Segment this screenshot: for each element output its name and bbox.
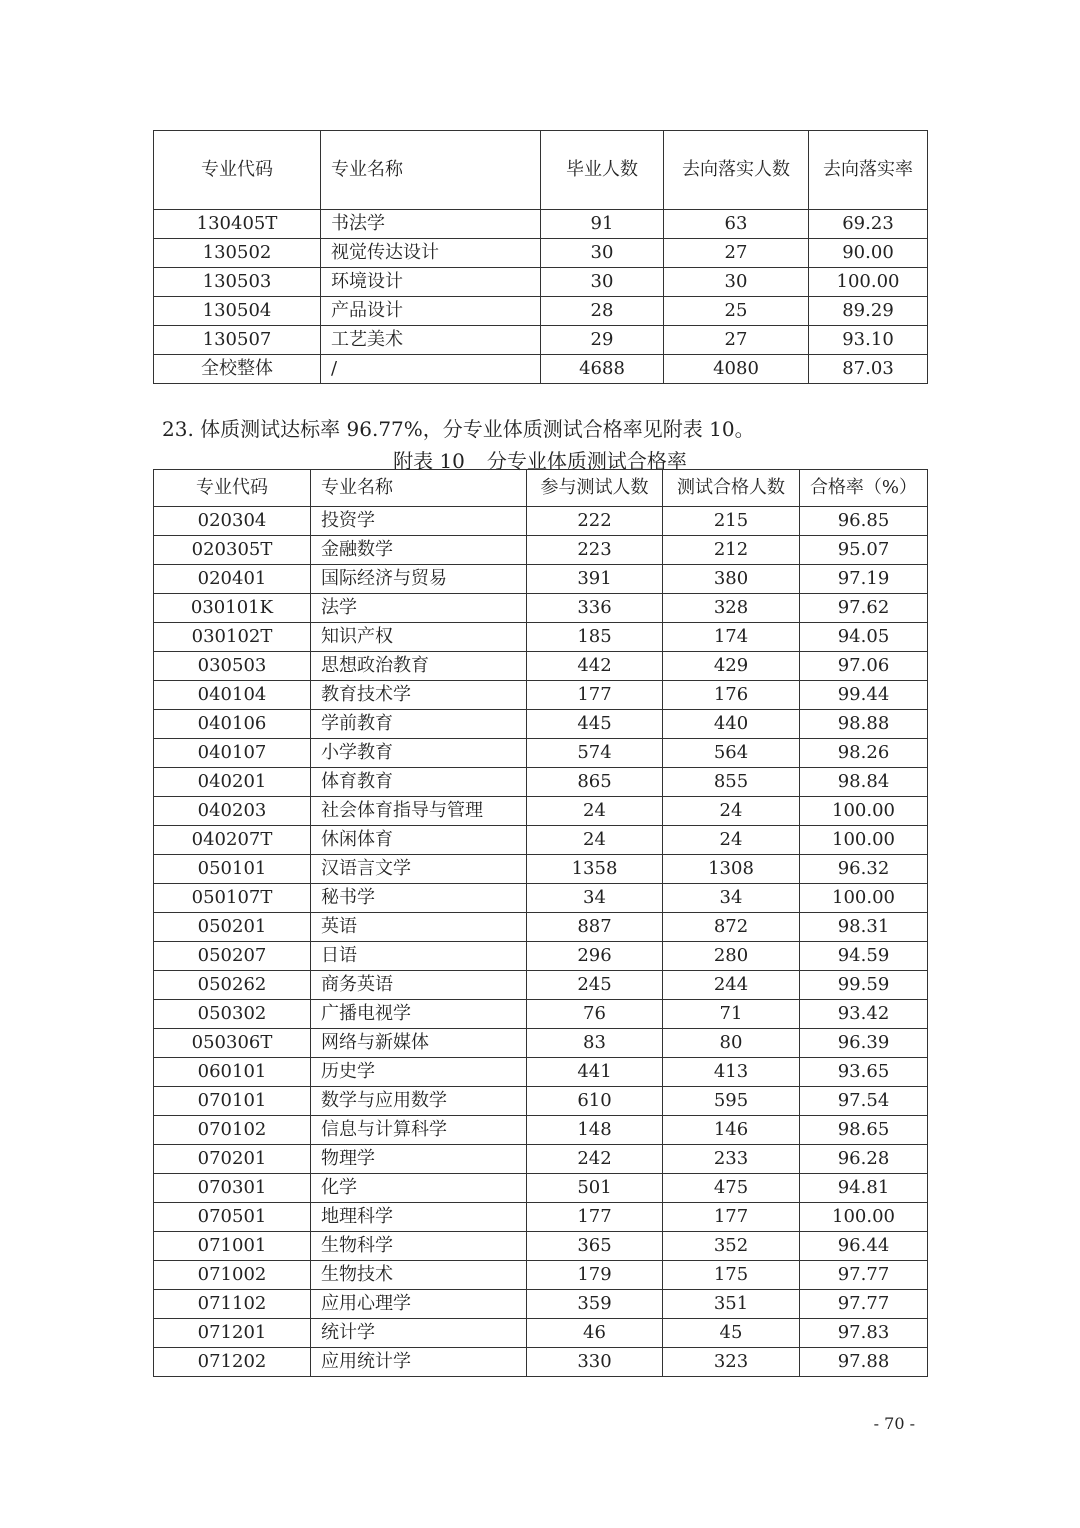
table-cell: 30 (664, 268, 809, 297)
table-cell: 统计学 (311, 1319, 527, 1348)
table-cell: 29 (541, 326, 664, 355)
table-row (154, 1203, 928, 1232)
table-cell: 产品设计 (321, 297, 541, 326)
table-row (154, 1290, 928, 1319)
table-row (154, 797, 928, 826)
table-cell: 130405T (154, 210, 321, 239)
table-cell: 174 (663, 623, 800, 652)
table-cell: 商务英语 (311, 971, 527, 1000)
table-row (154, 1145, 928, 1174)
table-cell: 体育教育 (311, 768, 527, 797)
table-cell: 233 (663, 1145, 800, 1174)
table-cell: 215 (663, 507, 800, 536)
table-cell: 应用心理学 (311, 1290, 527, 1319)
table-cell: 30 (541, 239, 664, 268)
table-cell: 212 (663, 536, 800, 565)
table-row (154, 1058, 928, 1087)
table-row (154, 971, 928, 1000)
table-row (154, 239, 928, 268)
graduation-destination-table (153, 130, 928, 384)
table-cell: 060101 (154, 1058, 311, 1087)
table-cell: 330 (527, 1348, 663, 1377)
table-cell: 359 (527, 1290, 663, 1319)
header-row (154, 470, 928, 507)
table-cell: 4080 (664, 355, 809, 384)
table-cell: 441 (527, 1058, 663, 1087)
table-cell: 222 (527, 507, 663, 536)
table-row (154, 1029, 928, 1058)
table-cell: 99.44 (800, 681, 928, 710)
table-cell: 投资学 (311, 507, 527, 536)
table-cell: 100.00 (809, 268, 928, 297)
column-header: 去向落实人数 (664, 131, 809, 210)
table-cell: 97.77 (800, 1261, 928, 1290)
table-cell: 040104 (154, 681, 311, 710)
table-cell: 76 (527, 1000, 663, 1029)
table-cell: 040201 (154, 768, 311, 797)
table-cell: 245 (527, 971, 663, 1000)
table-cell: 574 (527, 739, 663, 768)
table-cell: 45 (663, 1319, 800, 1348)
column-header: 专业名称 (311, 470, 527, 507)
table-cell: 244 (663, 971, 800, 1000)
table-row (154, 355, 928, 384)
table-cell: 汉语言文学 (311, 855, 527, 884)
column-header: 毕业人数 (541, 131, 664, 210)
table-cell: 365 (527, 1232, 663, 1261)
table-cell: 小学教育 (311, 739, 527, 768)
table-cell: 98.88 (800, 710, 928, 739)
table-cell: 146 (663, 1116, 800, 1145)
table-cell: 数学与应用数学 (311, 1087, 527, 1116)
table-cell: 070501 (154, 1203, 311, 1232)
table-cell: / (321, 355, 541, 384)
table-cell: 27 (664, 239, 809, 268)
table-cell: 知识产权 (311, 623, 527, 652)
table-cell: 050201 (154, 913, 311, 942)
table-cell: 96.44 (800, 1232, 928, 1261)
table-cell: 94.81 (800, 1174, 928, 1203)
fitness-test-table (153, 469, 928, 1377)
table-cell: 广播电视学 (311, 1000, 527, 1029)
table-cell: 050262 (154, 971, 311, 1000)
column-header: 参与测试人数 (527, 470, 663, 507)
table-cell: 070102 (154, 1116, 311, 1145)
table-cell: 96.28 (800, 1145, 928, 1174)
table-cell: 176 (663, 681, 800, 710)
table-cell: 040207T (154, 826, 311, 855)
table-cell: 93.10 (809, 326, 928, 355)
table-cell: 071102 (154, 1290, 311, 1319)
table-cell: 1308 (663, 855, 800, 884)
table-cell: 98.31 (800, 913, 928, 942)
table-row (154, 1000, 928, 1029)
table-cell: 95.07 (800, 536, 928, 565)
table-cell: 视觉传达设计 (321, 239, 541, 268)
table-cell: 071202 (154, 1348, 311, 1377)
table-cell: 071001 (154, 1232, 311, 1261)
table-cell: 97.54 (800, 1087, 928, 1116)
table-cell: 历史学 (311, 1058, 527, 1087)
column-header: 测试合格人数 (663, 470, 800, 507)
table-cell: 91 (541, 210, 664, 239)
table-cell: 71 (663, 1000, 800, 1029)
table-row (154, 884, 928, 913)
table-cell: 442 (527, 652, 663, 681)
table-row (154, 1174, 928, 1203)
table-cell: 887 (527, 913, 663, 942)
table-row (154, 1261, 928, 1290)
table-row (154, 913, 928, 942)
table-cell: 国际经济与贸易 (311, 565, 527, 594)
table-cell: 93.42 (800, 1000, 928, 1029)
column-header: 合格率（%） (800, 470, 928, 507)
table-cell: 化学 (311, 1174, 527, 1203)
table-cell: 98.65 (800, 1116, 928, 1145)
table-cell: 27 (664, 326, 809, 355)
table-cell: 思想政治教育 (311, 652, 527, 681)
table-cell: 34 (527, 884, 663, 913)
table-cell: 445 (527, 710, 663, 739)
table-row (154, 942, 928, 971)
table-cell: 30 (541, 268, 664, 297)
table-cell: 177 (527, 681, 663, 710)
table-cell: 872 (663, 913, 800, 942)
table-cell: 工艺美术 (321, 326, 541, 355)
table-cell: 24 (527, 797, 663, 826)
table-cell: 24 (663, 797, 800, 826)
table-cell: 83 (527, 1029, 663, 1058)
table-row (154, 1232, 928, 1261)
table-cell: 98.84 (800, 768, 928, 797)
table-cell: 1358 (527, 855, 663, 884)
table1-body (154, 131, 928, 384)
table-cell: 63 (664, 210, 809, 239)
table-row (154, 268, 928, 297)
table-cell: 130503 (154, 268, 321, 297)
table-row (154, 623, 928, 652)
table-cell: 97.77 (800, 1290, 928, 1319)
column-header: 专业名称 (321, 131, 541, 210)
table-cell: 99.59 (800, 971, 928, 1000)
table-cell: 信息与计算科学 (311, 1116, 527, 1145)
page-number: - 70 - (873, 1414, 915, 1433)
table-cell: 030101K (154, 594, 311, 623)
table-cell: 100.00 (800, 1203, 928, 1232)
table-cell: 352 (663, 1232, 800, 1261)
table-cell: 070101 (154, 1087, 311, 1116)
table-cell: 环境设计 (321, 268, 541, 297)
table-cell: 100.00 (800, 884, 928, 913)
table2-body (154, 470, 928, 1377)
table-cell: 物理学 (311, 1145, 527, 1174)
table-cell: 24 (663, 826, 800, 855)
table-cell: 865 (527, 768, 663, 797)
table-cell: 050306T (154, 1029, 311, 1058)
table-row (154, 507, 928, 536)
table-cell: 020401 (154, 565, 311, 594)
table-cell: 148 (527, 1116, 663, 1145)
table-cell: 050107T (154, 884, 311, 913)
table-cell: 法学 (311, 594, 527, 623)
caption-label: 附表 10 (393, 449, 465, 473)
table-row (154, 855, 928, 884)
table-row (154, 594, 928, 623)
table-cell: 380 (663, 565, 800, 594)
table-cell: 391 (527, 565, 663, 594)
table-cell: 秘书学 (311, 884, 527, 913)
table-cell: 金融数学 (311, 536, 527, 565)
table-cell: 185 (527, 623, 663, 652)
table-cell: 89.29 (809, 297, 928, 326)
column-header: 专业代码 (154, 470, 311, 507)
table-cell: 070201 (154, 1145, 311, 1174)
table-row (154, 739, 928, 768)
table-cell: 040107 (154, 739, 311, 768)
table-cell: 97.06 (800, 652, 928, 681)
table-cell: 855 (663, 768, 800, 797)
table-cell: 413 (663, 1058, 800, 1087)
table-row (154, 710, 928, 739)
table-cell: 020304 (154, 507, 311, 536)
table-cell: 020305T (154, 536, 311, 565)
table-cell: 87.03 (809, 355, 928, 384)
table-cell: 130507 (154, 326, 321, 355)
table-row (154, 536, 928, 565)
table-cell: 96.32 (800, 855, 928, 884)
table-cell: 94.59 (800, 942, 928, 971)
table-cell: 25 (664, 297, 809, 326)
table-cell: 97.19 (800, 565, 928, 594)
table-cell: 595 (663, 1087, 800, 1116)
table-cell: 501 (527, 1174, 663, 1203)
table-row (154, 826, 928, 855)
header-row (154, 131, 928, 210)
table-cell: 休闲体育 (311, 826, 527, 855)
table-cell: 全校整体 (154, 355, 321, 384)
table-cell: 050101 (154, 855, 311, 884)
table-cell: 网络与新媒体 (311, 1029, 527, 1058)
column-header: 去向落实率 (809, 131, 928, 210)
table-cell: 书法学 (321, 210, 541, 239)
table-cell: 429 (663, 652, 800, 681)
table-row (154, 1087, 928, 1116)
table-cell: 351 (663, 1290, 800, 1319)
table-cell: 93.65 (800, 1058, 928, 1087)
table-cell: 96.39 (800, 1029, 928, 1058)
table-cell: 97.88 (800, 1348, 928, 1377)
table-row (154, 1348, 928, 1377)
table-cell: 130502 (154, 239, 321, 268)
table-row (154, 1116, 928, 1145)
table-cell: 050302 (154, 1000, 311, 1029)
table-cell: 97.83 (800, 1319, 928, 1348)
table-cell: 地理科学 (311, 1203, 527, 1232)
table-cell: 英语 (311, 913, 527, 942)
table-cell: 教育技术学 (311, 681, 527, 710)
table-cell: 030503 (154, 652, 311, 681)
table-cell: 223 (527, 536, 663, 565)
table-cell: 98.26 (800, 739, 928, 768)
table-cell: 100.00 (800, 797, 928, 826)
table-row (154, 210, 928, 239)
table-cell: 242 (527, 1145, 663, 1174)
table-cell: 96.85 (800, 507, 928, 536)
table-cell: 336 (527, 594, 663, 623)
table-cell: 179 (527, 1261, 663, 1290)
table-cell: 28 (541, 297, 664, 326)
table-cell: 040106 (154, 710, 311, 739)
table-row (154, 326, 928, 355)
table-cell: 177 (663, 1203, 800, 1232)
table-cell: 24 (527, 826, 663, 855)
table-cell: 475 (663, 1174, 800, 1203)
table-cell: 生物技术 (311, 1261, 527, 1290)
table-cell: 97.62 (800, 594, 928, 623)
table-cell: 040203 (154, 797, 311, 826)
table-cell: 070301 (154, 1174, 311, 1203)
table-row (154, 1319, 928, 1348)
table-cell: 日语 (311, 942, 527, 971)
table-cell: 69.23 (809, 210, 928, 239)
table-row (154, 652, 928, 681)
table-cell: 564 (663, 739, 800, 768)
table-cell: 177 (527, 1203, 663, 1232)
table-cell: 323 (663, 1348, 800, 1377)
table-cell: 94.05 (800, 623, 928, 652)
table-cell: 90.00 (809, 239, 928, 268)
column-header: 专业代码 (154, 131, 321, 210)
table-cell: 生物科学 (311, 1232, 527, 1261)
table-row (154, 565, 928, 594)
caption-title: 分专业体质测试合格率 (486, 449, 687, 473)
table-cell: 46 (527, 1319, 663, 1348)
table-row (154, 681, 928, 710)
table-cell: 071002 (154, 1261, 311, 1290)
table-cell: 280 (663, 942, 800, 971)
table-cell: 34 (663, 884, 800, 913)
table-cell: 100.00 (800, 826, 928, 855)
table-cell: 4688 (541, 355, 664, 384)
table-cell: 应用统计学 (311, 1348, 527, 1377)
table-cell: 328 (663, 594, 800, 623)
table-cell: 学前教育 (311, 710, 527, 739)
table-cell: 440 (663, 710, 800, 739)
table-cell: 071201 (154, 1319, 311, 1348)
table-cell: 296 (527, 942, 663, 971)
table-cell: 社会体育指导与管理 (311, 797, 527, 826)
table-cell: 130504 (154, 297, 321, 326)
table-cell: 80 (663, 1029, 800, 1058)
table-cell: 050207 (154, 942, 311, 971)
table-row (154, 768, 928, 797)
table-cell: 610 (527, 1087, 663, 1116)
fitness-test-paragraph: 23. 体质测试达标率 96.77%，分专业体质测试合格率见附表 10。 (162, 417, 755, 441)
table-cell: 030102T (154, 623, 311, 652)
table-cell: 175 (663, 1261, 800, 1290)
table-row (154, 297, 928, 326)
